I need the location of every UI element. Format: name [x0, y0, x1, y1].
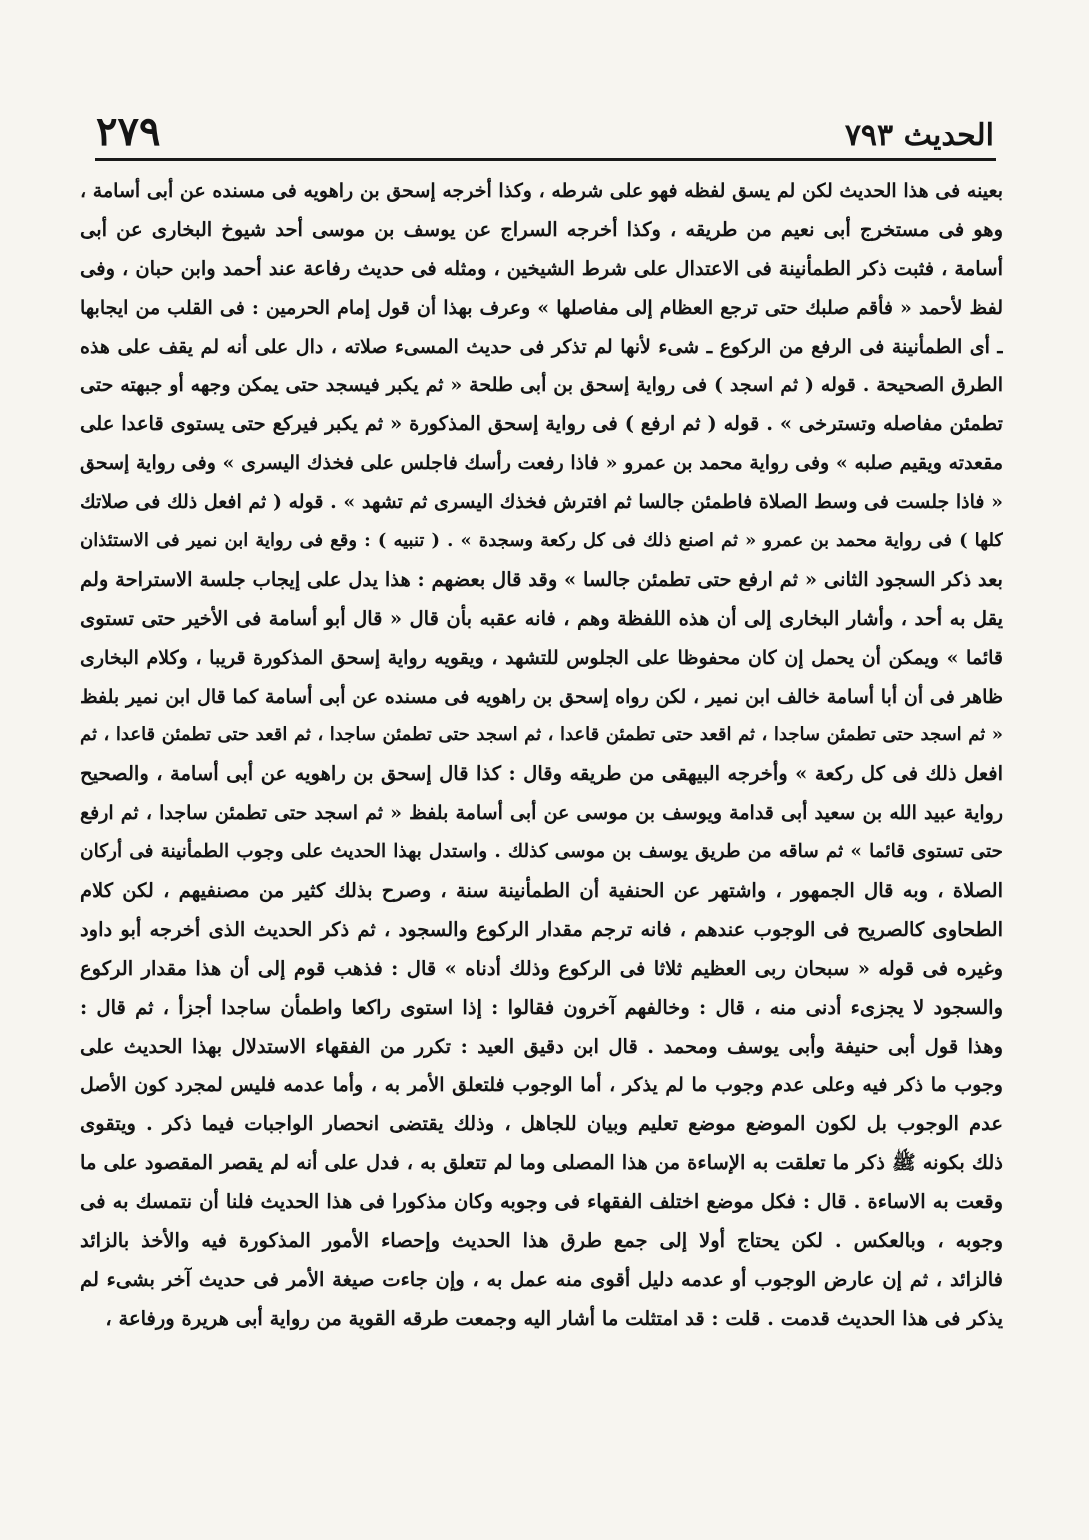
- text-line: فالزائد ، ثم إن عارض الوجوب أو عدمه دليل أقوى منه عمل به ، وإن جاءت صيغة الأمر فى حديث آخر بشىء لم: [80, 1267, 1003, 1291]
- text-line: تطمئن مفاصله وتسترخى » . قوله ( ثم ارفع ) فى رواية إسحق المذكورة « ثم يكبر فيركع حتى يستوى قاعدا على: [80, 412, 1003, 436]
- page-body: [80, 172, 1003, 1339]
- header-rule: [95, 158, 996, 161]
- text-line: وهذا قول أبى حنيفة وأبى يوسف ومحمد . قال ابن دقيق العيد : تكرر من الفقهاء الاستدلال بهذا الحديث على: [80, 1034, 1003, 1058]
- text-line: وقعت به الاساءة . قال : فكل موضع اختلف الفقهاء فى وجوبه وكان مذكورا فى هذا الحديث فلنا أن نتمسك به فى: [80, 1190, 1003, 1214]
- text-line: وجوبه ، وبالعكس . لكن يحتاج أولا إلى جمع طرق هذا الحديث وإحصاء الأمور المذكورة فيه والأخذ بالزائد: [80, 1229, 1003, 1253]
- text-line: افعل ذلك فى كل ركعة » وأخرجه البيهقى من طريقه وقال : كذا قال إسحق بن راهويه عن أبى أسامة ، والصحيح: [80, 762, 1003, 786]
- text-line: ـ أى الطمأنينة فى الرفع من الركوع ـ شىء لأنها لم تذكر فى حديث المسىء صلاته ، دال على أنه لم يقف على هذه: [80, 335, 1003, 358]
- text-line: رواية عبيد الله بن سعيد أبى قدامة ويوسف بن موسى عن أبى أسامة بلفظ « ثم اسجد حتى تطمئن ساجدا ، ثم ارفع: [80, 802, 1003, 825]
- text-line: « فاذا جلست فى وسط الصلاة فاطمئن جالسا ثم افترش فخذك اليسرى ثم تشهد » . قوله ( ثم افعل ذلك فى صلاتك: [80, 491, 1003, 514]
- text-line: « ثم اسجد حتى تطمئن ساجدا ، ثم اقعد حتى تطمئن قاعدا ، ثم اسجد حتى تطمئن ساجدا ، ثم اقعد حتى تطمئن قاعدا ، ثم: [80, 724, 1003, 746]
- text-line: كلها ) فى رواية محمد بن عمرو « ثم اصنع ذلك فى كل ركعة وسجدة » . ( تنبيه ) : وقع فى رواية ابن نمير فى الاستئذان: [80, 530, 1003, 552]
- text-line: الطرق الصحيحة . قوله ( ثم اسجد ) فى رواية إسحق بن أبى طلحة « ثم يكبر فيسجد حتى يمكن وجهه أو جبهته حتى: [80, 374, 1003, 397]
- page-header: [90, 108, 994, 154]
- text-line: وجوب ما ذكر فيه وعلى عدم وجوب ما لم يذكر ، أما الوجوب فلتعلق الأمر به ، وأما عدمه فليس لمجرد كون الأصل: [80, 1074, 1003, 1097]
- text-line: يذكر فى هذا الحديث قدمت . قلت : قد امتثلت ما أشار اليه وجمعت طرقه القوية من رواية أبى هريرة ورفاعة ،: [105, 1306, 1003, 1330]
- text-line: الطحاوى كالصريح فى الوجوب عندهم ، فانه ترجم مقدار الركوع والسجود ، ثم ذكر الحديث الذى أخرجه أبو داود: [80, 917, 1003, 941]
- running-title: الحديث ٧٩٣: [844, 118, 994, 153]
- text-line: قائما » ويمكن أن يحمل إن كان محفوظا على الجلوس للتشهد ، ويقويه رواية إسحق المذكورة قريبا ، وكلام البخارى: [80, 646, 1003, 669]
- text-line: ظاهر فى أن أبا أسامة خالف ابن نمير ، لكن رواه إسحق بن راهويه فى مسنده عن أبى أسامة كما قال ابن نمير بلفظ: [80, 685, 1003, 708]
- text-line: عدم الوجوب بل لكون الموضع موضع تعليم وبيان للجاهل ، وذلك يقتضى انحصار الواجبات فيما ذكر . ويتقوى: [80, 1112, 1003, 1136]
- text-line: وغيره فى قوله « سبحان ربى العظيم ثلاثا فى الركوع وذلك أدناه » قال : فذهب قوم إلى أن هذا مقدار الركوع: [80, 956, 1003, 980]
- page-number: ٢٧٩: [96, 108, 161, 155]
- text-line: وهو فى مستخرج أبى نعيم من طريقه ، وكذا أخرجه السراج عن يوسف بن موسى أحد شيوخ البخارى عن أبى: [80, 217, 1003, 241]
- text-line: حتى تستوى قائما » ثم ساقه من طريق يوسف بن موسى كذلك . واستدل بهذا الحديث على وجوب الطمأنينة فى أركان: [80, 841, 1003, 863]
- text-line: بعد ذكر السجود الثانى « ثم ارفع حتى تطمئن جالسا » وقد قال بعضهم : هذا يدل على إيجاب جلسة الاستراحة ولم: [80, 567, 1003, 591]
- text-line: يقل به أحد ، وأشار البخارى إلى أن هذه اللفظة وهم ، فانه عقبه بأن قال « قال أبو أسامة فى الأخير حتى تستوى: [80, 606, 1003, 630]
- text-line: أسامة ، فثبت ذكر الطمأنينة فى الاعتدال على شرط الشيخين ، ومثله فى حديث رفاعة عند أحمد وابن حبان ، وفى: [80, 256, 1003, 280]
- text-line: بعينه فى هذا الحديث لكن لم يسق لفظه فهو على شرطه ، وكذا أخرجه إسحق بن راهويه فى مسنده عن أبى أسامة ،: [80, 180, 1003, 202]
- text-line: ذلك بكونه ﷺ ذكر ما تعلقت به الإساءة من هذا المصلى وما لم تتعلق به ، فدل على أنه لم يقصر المقصود على ما: [80, 1151, 1003, 1175]
- text-line: الصلاة ، وبه قال الجمهور ، واشتهر عن الحنفية أن الطمأنينة سنة ، وصرح بذلك كثير من مصنفيهم ، لكن كلام: [80, 879, 1003, 903]
- text-line: لفظ لأحمد « فأقم صلبك حتى ترجع العظام إلى مفاصلها » وعرف بهذا أن قول إمام الحرمين : فى القلب من ايجابها: [80, 296, 1003, 319]
- text-line: مقعدته ويقيم صلبه » وفى رواية محمد بن عمرو « فاذا رفعت رأسك فاجلس على فخذك اليسرى » وفى رواية إسحق: [80, 452, 1003, 475]
- text-line: والسجود لا يجزىء أدنى منه ، قال : وخالفهم آخرون فقالوا : إذا استوى راكعا واطمأن ساجدا أجزأ ، ثم قال :: [80, 995, 1003, 1019]
